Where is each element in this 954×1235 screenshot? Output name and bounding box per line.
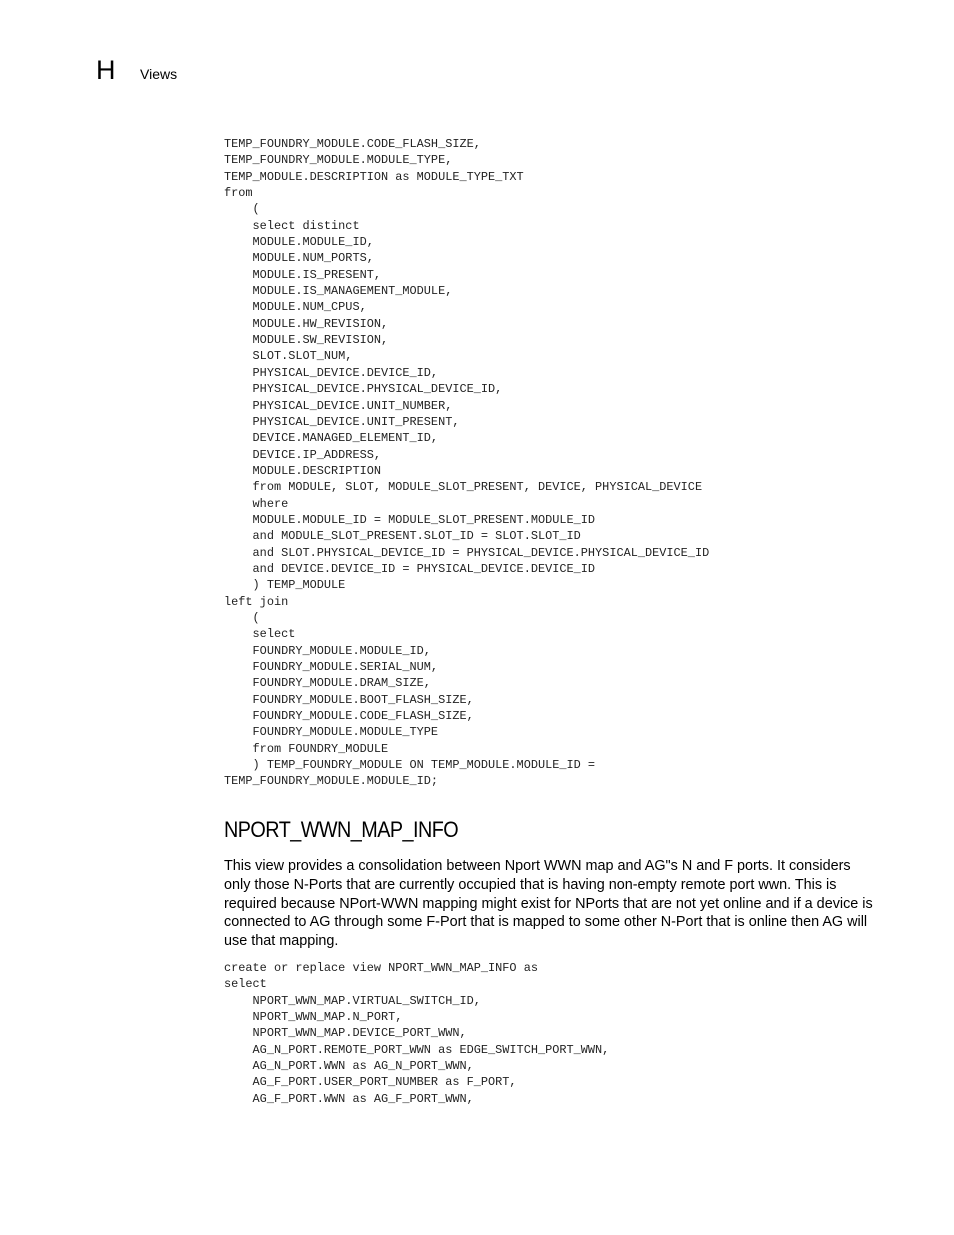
sql-code-block-module-view: TEMP_FOUNDRY_MODULE.CODE_FLASH_SIZE, TEMP_FOUNDRY_MODULE.MODULE_TYPE, TEMP_MODULE.DESCRIPTION as MODULE_TYPE_TXT from ( select distinct MODULE.MODULE_ID, MODULE.NUM_PORTS, MODULE.IS_PRESENT, MODULE.IS_MANAGEMENT_MODULE, MODULE.NUM_CPUS, MODULE.HW_REVISION, MODULE.SW_REVISION, SLOT.SLOT_NUM, PHYSICAL_DEVICE.DEVICE_ID, PHYSICAL_DEVICE.PHYSICAL_DEVICE_ID, PHYSICAL_DEVICE.UNIT_NUMBER, PHYSICAL_DEVICE.UNIT_PRESENT, DEVICE.MANAGED_ELEMENT_ID, DEVICE.IP_ADDRESS, MODULE.DESCRIPTION from MODULE, SLOT, MODULE_SLOT_PRESENT, DEVICE, PHYSICAL_DEVICE where MODULE.MODULE_ID = MODULE_SLOT_PRESENT.MODULE_ID and MODULE_SLOT_PRESENT.SLOT_ID = SLOT.SLOT_ID and SLOT.PHYSICAL_DEVICE_ID = PHYSICAL_DEVICE.PHYSICAL_DEVICE_ID and DEVICE.DEVICE_ID = PHYSICAL_DEVICE.DEVICE_ID ) TEMP_MODULE left join ( select FOUNDRY_MODULE.MODULE_ID, FOUNDRY_MODULE.SERIAL_NUM, FOUNDRY_MODULE.DRAM_SIZE, FOUNDRY_MODULE.BOOT_FLASH_SIZE, FOUNDRY_MODULE.CODE_FLASH_SIZE, FOUNDRY_MODULE.MODULE_TYPE from FOUNDRY_MODULE ) TEMP_FOUNDRY_MODULE ON TEMP_MODULE.MODULE_ID = TEMP_FOUNDRY_MODULE.MODULE_ID; (224, 137, 710, 789)
section-heading-nport-wwn-map-info: NPORT_WWN_MAP_INFO (224, 817, 459, 842)
section-description: This view provides a consolidation between Nport WWN map and AG"s N and F ports. It considers only those N-Ports that are currently occupied that is having non-empty remote port wwn. This is required because NPort-WWN mapping might exist for NPorts that are not yet online and if a device is connected to AG through some F-Port that is mapped to some other N-Port that is online then AG will use that mapping. (224, 858, 873, 950)
chapter-title: Views (140, 66, 178, 82)
chapter-letter: H (96, 55, 116, 85)
sql-code-block-nport-wwn-map-info: create or replace view NPORT_WWN_MAP_INFO as select NPORT_WWN_MAP.VIRTUAL_SWITCH_ID, NPORT_WWN_MAP.N_PORT, NPORT_WWN_MAP.DEVICE_PORT_WWN, AG_N_PORT.REMOTE_PORT_WWN as EDGE_SWITCH_PORT_WWN, AG_N_PORT.WWN as AG_N_PORT_WWN, AG_F_PORT.USER_PORT_NUMBER as F_PORT, AG_F_PORT.WWN as AG_F_PORT_WWN, (224, 961, 610, 1106)
